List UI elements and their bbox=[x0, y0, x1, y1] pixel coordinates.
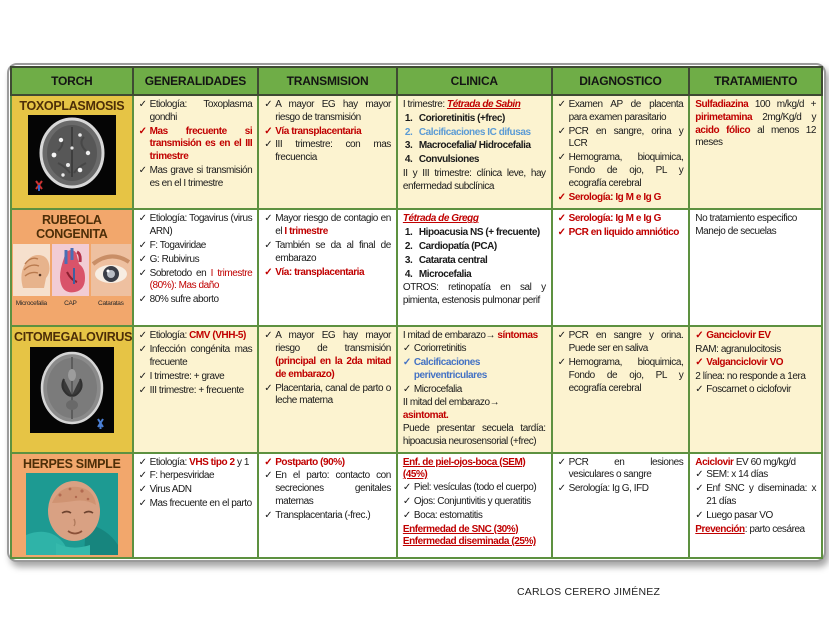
herpes-baby-image bbox=[26, 473, 118, 555]
cataratas-eye-image bbox=[91, 244, 131, 296]
list-item: ✓ A mayor EG hay mayor riesgo de transmisión bbox=[264, 99, 391, 125]
row-title-rubeola: RUBEOLA CONGENITA bbox=[36, 213, 108, 241]
list-item: ✓ Valganciclovir VO bbox=[695, 357, 816, 370]
list-item: ✓ III trimestre: con mas frecuencia bbox=[264, 139, 391, 165]
list-item: ✓ Enf SNC y diseminada: x 21 días bbox=[695, 483, 816, 509]
list-item: ✓ PCR en sangre y orina. Puede ser en saliva bbox=[558, 330, 684, 356]
herpes-transmision-cell bbox=[258, 453, 397, 558]
list-item: ✓ Etiología: CMV (VHH-5) bbox=[139, 330, 253, 343]
list-item: ✓ Mayor riesgo de contagio en el I trimestre bbox=[264, 213, 391, 239]
list-item: ✓ Serología: Ig M e Ig G bbox=[558, 192, 684, 205]
herpes-generalidades-cell bbox=[133, 453, 259, 558]
rubeola-clinica-cell bbox=[397, 209, 552, 326]
citomegalovirus-generalidades-cell bbox=[133, 326, 259, 452]
list-item: ✓ Postparto (90%) bbox=[264, 457, 391, 470]
clinica-heading: Enf. de piel-ojos-boca (SEM) (45%) bbox=[402, 456, 526, 481]
list-item: ✓ I trimestre: + grave bbox=[139, 371, 253, 384]
list-item: Hipoacusia NS (+ frecuente) bbox=[418, 227, 540, 239]
list-item: ✓ PCR en liquido amniótico bbox=[558, 227, 684, 240]
rubeola-figure-cap bbox=[52, 244, 89, 309]
list-item: ✓ A mayor EG hay mayor riesgo de transmisión (principal en la 2da mitad de embarazo) bbox=[264, 330, 391, 381]
list-item: ✓ G: Rubivirus bbox=[139, 254, 253, 267]
herpes-diagnostico-cell bbox=[552, 453, 690, 558]
list-item: ✓ Etiología: Togavirus (virus ARN) bbox=[139, 213, 253, 239]
list-item: ✓ Virus ADN bbox=[139, 484, 253, 497]
list-item: ✓ Foscarnet o ciclofovir bbox=[695, 384, 816, 397]
rubeola-tratamiento-cell bbox=[689, 209, 822, 326]
list-item: ✓ Ganciclovir EV bbox=[695, 330, 816, 343]
header-row bbox=[11, 67, 822, 95]
row-toxoplasmosis bbox=[11, 95, 822, 209]
column-header-clinica: CLINICA bbox=[397, 67, 552, 95]
list-item: ✓ También se da al final de embarazo bbox=[264, 240, 391, 266]
list-item: ✓ PCR en lesiones vesiculares o sangre bbox=[558, 457, 684, 483]
list-item: ✓ Etiología: Toxoplasma gondhi bbox=[139, 99, 253, 125]
row-title-herpes: HERPES SIMPLE bbox=[23, 456, 121, 471]
list-item: ✓ Boca: estomatitis bbox=[403, 510, 546, 523]
citomegalovirus-label-cell bbox=[11, 326, 133, 452]
column-header-tratamiento: TRATAMIENTO bbox=[689, 67, 822, 95]
clinica-note: Puede presentar secuela tardía: hipoacusia neurosensorial (+frec) bbox=[402, 422, 546, 447]
list-item: ✓ Microcefalia bbox=[403, 384, 546, 397]
row-rubeola bbox=[11, 209, 822, 326]
list-item: ✓ PCR en sangre, orina y LCR bbox=[558, 126, 684, 152]
clinica-subheading: II mitad del embarazo→ asintomat. bbox=[402, 397, 500, 422]
citomegalovirus-transmision-cell bbox=[258, 326, 397, 452]
list-item: ✓ Hemograma, bioquimica, Fondo de ojo, PL y ecografía cerebral bbox=[558, 152, 684, 190]
clinica-subheading: Enfermedad diseminada (25%) bbox=[402, 536, 536, 548]
list-item: ✓ Serología: Ig G, IFD bbox=[558, 483, 684, 496]
list-item: ✓ Hemograma, bioquimica, Fondo de ojo, PL y ecografía cerebral bbox=[558, 357, 684, 395]
row-title-citomegalovirus: CITOMEGALOVIRUS bbox=[14, 330, 133, 345]
clinica-note: OTROS: retinopatía en sal y pimienta, estenosis pulmonar perif bbox=[402, 282, 546, 307]
list-item: ✓ Placentaria, canal de parto o leche materna bbox=[264, 383, 391, 409]
clinica-note: II y III trimestre: clínica leve, hay enfermedad subclínica bbox=[402, 167, 546, 192]
rubeola-transmision-cell bbox=[258, 209, 397, 326]
cap-heart-image bbox=[52, 244, 89, 296]
list-item: Convulsiones bbox=[418, 154, 480, 166]
microcefalia-image bbox=[13, 244, 50, 296]
list-item: ✓ Calcificaciones periventriculares bbox=[403, 357, 546, 383]
column-header-torch: TORCH bbox=[11, 67, 133, 95]
column-header-diagnostico: DIAGNOSTICO bbox=[552, 67, 690, 95]
list-item: ✓ En el parto: contacto con secreciones genitales maternas bbox=[264, 470, 391, 508]
list-item: ✓ F: Togaviridae bbox=[139, 240, 253, 253]
citomegalovirus-clinica-cell bbox=[397, 326, 552, 452]
torch-table bbox=[10, 66, 823, 559]
tratamiento-line: 2 línea: no responde a 1era bbox=[695, 370, 806, 382]
list-item: ✓ Examen AP de placenta para examen parasitario bbox=[558, 99, 684, 125]
toxoplasmosis-diagnostico-cell bbox=[552, 95, 690, 209]
column-header-generalidades: GENERALIDADES bbox=[133, 67, 259, 95]
clinica-subheading: Enfermedad de SNC (30%) bbox=[402, 523, 519, 535]
list-item: Microcefalia bbox=[418, 268, 472, 280]
rubeola-diagnostico-cell bbox=[552, 209, 690, 326]
citomegalovirus-tratamiento-cell bbox=[689, 326, 822, 452]
herpes-tratamiento-cell bbox=[689, 453, 822, 558]
list-item: Catarata central bbox=[418, 254, 488, 266]
citomegalovirus-diagnostico-cell bbox=[552, 326, 690, 452]
list-item: Cardiopatía (PCA) bbox=[418, 240, 497, 252]
tratamiento-line: No tratamiento especifico bbox=[695, 213, 797, 225]
list-item: ✓ Mas grave si transmisión es en el I trimestre bbox=[139, 165, 253, 191]
list-item: ✓ Serología: Ig M e Ig G bbox=[558, 213, 684, 226]
list-item: ✓ Transplacentaria (-frec.) bbox=[264, 510, 391, 523]
clinica-heading: Tétrada de Gregg bbox=[402, 213, 479, 225]
tratamiento-heading: Aciclovir EV 60 mg/kg/d bbox=[695, 456, 796, 468]
rubeola-label-cell bbox=[11, 209, 133, 326]
row-herpes bbox=[11, 453, 822, 558]
list-item: ✓ Mas frecuente en el parto bbox=[139, 498, 253, 511]
list-item: ✓ Etiología: VHS tipo 2 y 1 bbox=[139, 457, 253, 470]
rubeola-generalidades-cell bbox=[133, 209, 259, 326]
tratamiento-prevention: Prevención: parto cesárea bbox=[695, 523, 805, 535]
tratamiento-line: Manejo de secuelas bbox=[695, 226, 777, 238]
row-citomegalovirus bbox=[11, 326, 822, 452]
list-item: Corioretinitis (+frec) bbox=[418, 112, 505, 124]
toxoplasmosis-ct-image bbox=[28, 115, 116, 195]
toxoplasmosis-generalidades-cell bbox=[133, 95, 259, 209]
row-title-toxoplasmosis: TOXOPLASMOSIS bbox=[19, 99, 125, 113]
author-credit: CARLOS CERERO JIMÉNEZ bbox=[517, 586, 661, 598]
list-item: ✓ F: herpesviridae bbox=[139, 470, 253, 483]
list-item: ✓ Luego pasar VO bbox=[695, 510, 816, 523]
torch-table-card bbox=[7, 63, 826, 562]
rubeola-figure-microcefalia bbox=[13, 244, 50, 309]
rubeola-figure-cataratas bbox=[91, 244, 131, 309]
image-caption: Microcefalia bbox=[15, 300, 47, 308]
toxoplasmosis-transmision-cell bbox=[258, 95, 397, 209]
list-item: ✓ Vía: transplacentaria bbox=[264, 267, 391, 280]
image-caption: Cataratas bbox=[98, 300, 124, 308]
list-item: ✓ SEM: x 14 días bbox=[695, 469, 816, 482]
list-item: ✓ Sobretodo en I trimestre (80%): Mas daño bbox=[139, 268, 253, 294]
list-item: ✓ 80% sufre aborto bbox=[139, 294, 253, 307]
list-item: ✓ Infección congénita mas frecuente bbox=[139, 344, 253, 370]
list-item: ✓ Vía transplacentaria bbox=[264, 126, 391, 139]
toxoplasmosis-label-cell bbox=[11, 95, 133, 209]
toxoplasmosis-clinica-cell bbox=[397, 95, 552, 209]
tratamiento-text: Sulfadiazina 100 m/kg/d + pirimetamina 2mg/Kg/d y acido fólico al menos 12 meses bbox=[695, 99, 817, 149]
citomegalovirus-ct-image bbox=[30, 347, 114, 433]
image-caption: CAP bbox=[64, 300, 77, 308]
list-item: ✓ Coriorretinitis bbox=[403, 343, 546, 356]
clinica-heading: I trimestre: Tétrada de Sabin bbox=[402, 99, 521, 110]
list-item: ✓ III trimestre: + frecuente bbox=[139, 385, 253, 398]
list-item: ✓ Mas frecuente si transmisión es en el III trimestre bbox=[139, 126, 253, 164]
herpes-clinica-cell bbox=[397, 453, 552, 558]
column-header-transmision: TRANSMISION bbox=[258, 67, 397, 95]
toxoplasmosis-tratamiento-cell bbox=[689, 95, 822, 209]
list-item: ✓ Ojos: Conjuntivitis y queratitis bbox=[403, 496, 546, 509]
tratamiento-line: RAM: agranulocitosis bbox=[695, 344, 781, 356]
herpes-label-cell bbox=[11, 453, 133, 558]
list-item: Macrocefalia/ Hidrocefalia bbox=[418, 140, 531, 152]
list-item: Calcificaciones IC difusas bbox=[418, 126, 531, 138]
list-item: ✓ Piel: vesículas (todo el cuerpo) bbox=[403, 482, 546, 495]
clinica-heading: I mitad de embarazo→ síntomas bbox=[402, 330, 538, 342]
